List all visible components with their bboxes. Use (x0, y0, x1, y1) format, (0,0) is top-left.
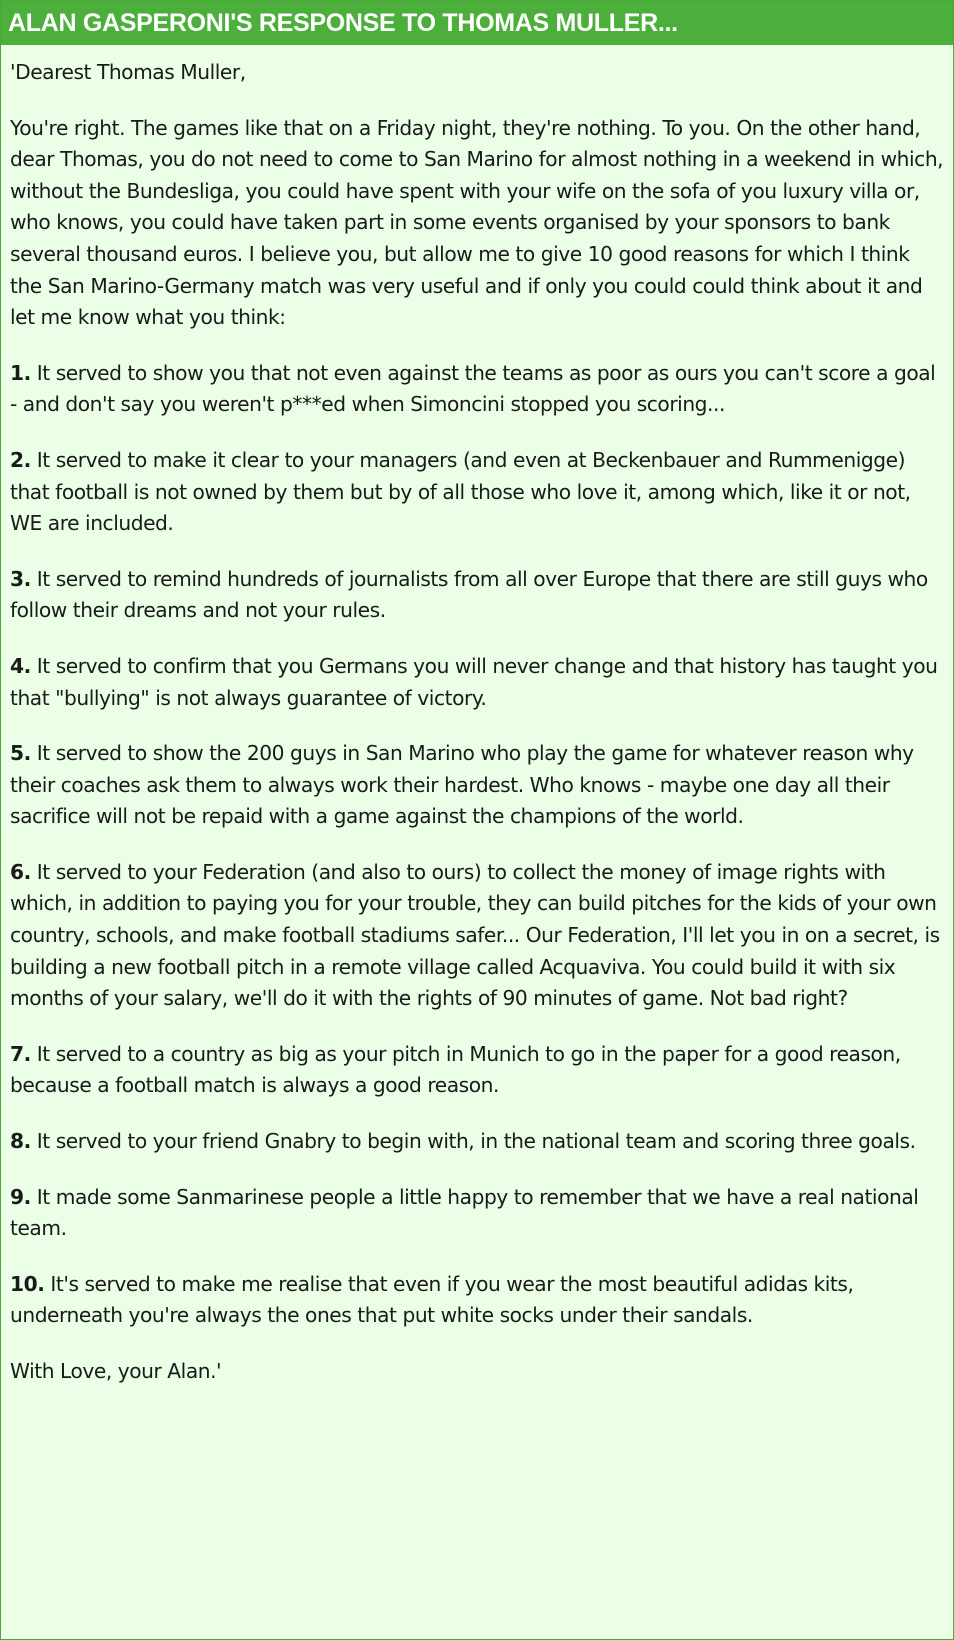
header-bar (1, 1, 953, 45)
reason-number: 5. (10, 741, 31, 766)
reason-2 (10, 445, 945, 540)
reason-text: It served to your friend Gnabry to begin with, in the national team and scoring three goals. (30, 1129, 916, 1154)
reason-number: 8. (10, 1129, 31, 1154)
reason-number: 4. (10, 653, 31, 678)
reason-text: It's served to make me realise that even if you wear the most beautiful adidas kits, underneath you're always the ones that put white socks under their sandals. (10, 1271, 854, 1328)
reason-text: It served to confirm that you Germans you will never change and that history has taught you that "bullying" is not always guarantee of victory. (10, 653, 938, 710)
reason-number: 10. (10, 1271, 45, 1296)
reason-1 (10, 358, 945, 421)
reason-text: It made some Sanmarinese people a little happy to remember that we have a real national team. (10, 1184, 919, 1241)
reason-4 (10, 651, 945, 714)
reason-text: It served to a country as big as your pitch in Munich to go in the paper for a good reason, because a football match is always a good reason. (10, 1041, 901, 1098)
reason-number: 6. (10, 859, 31, 884)
reason-number: 7. (10, 1041, 31, 1066)
reason-number: 2. (10, 447, 31, 472)
reason-text: It served to show the 200 guys in San Marino who play the game for whatever reason why their coaches ask them to always work their hardest. Who knows - maybe one day all their sacrifice will not be repaid with a game against the champions of the world. (10, 741, 914, 829)
salutation: 'Dearest Thomas Muller, (10, 60, 246, 84)
page-title: ALAN GASPERONI'S RESPONSE TO THOMAS MULLER... (8, 8, 678, 37)
reason-10 (10, 1269, 945, 1332)
signoff: With Love, your Alan.' (10, 1359, 222, 1383)
reason-number: 9. (10, 1184, 31, 1209)
reason-text: It served to show you that not even against the teams as poor as ours you can't score a goal - and don't say you weren't p***ed when Simoncini stopped you scoring... (10, 360, 936, 417)
reason-text: It served to make it clear to your managers (and even at Beckenbauer and Rummenigge) that football is not owned by them but by of all those who love it, among which, like it or not, WE are included. (10, 447, 911, 536)
reason-text: It served to remind hundreds of journalists from all over Europe that there are still guys who follow their dreams and not your rules. (10, 566, 928, 623)
reason-3 (10, 564, 945, 627)
reason-text: It served to your Federation (and also to ours) to collect the money of image rights with which, in addition to paying you for your trouble, they can build pitches for the kids of your own country, schools, and make football stadiums safer... Our Federation, I'll let you in on a secret, is building a new football pitch in a remote village called Acquaviva. You could build it with six months of your salary, we'll do it with the rights of 90 minutes of game. Not bad right? (10, 859, 940, 1011)
reason-9 (10, 1182, 945, 1245)
letter-content (1, 45, 953, 1388)
reason-7 (10, 1039, 945, 1102)
reason-8 (10, 1126, 945, 1158)
reason-number: 1. (10, 360, 31, 385)
intro-paragraph: You're right. The games like that on a Friday night, they're nothing. To you. On the other hand, dear Thomas, you do not need to come to San Marino for almost nothing in a weekend in which, without the Bundesliga, you could have spent with your wife on the sofa of you luxury villa or, who knows, you could have taken part in some events organised by your sponsors to bank several thousand euros. I believe you, but allow me to give 10 good reasons for which I think the San Marino-Germany match was very useful and if only you could could think about it and let me know what you think: (10, 115, 944, 330)
reason-number: 3. (10, 566, 31, 591)
reason-5 (10, 738, 945, 833)
reason-6 (10, 857, 945, 1015)
